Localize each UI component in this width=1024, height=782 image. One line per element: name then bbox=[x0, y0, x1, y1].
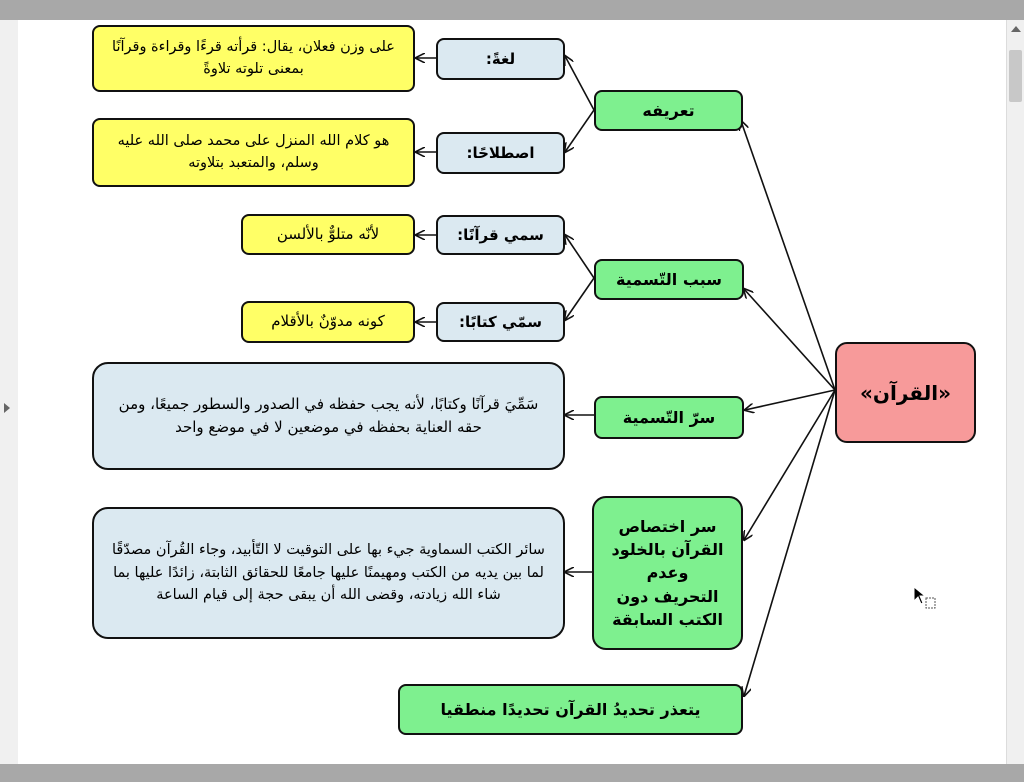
eternity-secret-label: سر اختصاص القرآن بالخلود وعدم التحريف دون الكتب السابقة bbox=[611, 517, 724, 629]
definition-difficulty-node bbox=[398, 684, 743, 735]
linguistic-label-node bbox=[436, 38, 565, 80]
link-root-naming-reason bbox=[744, 289, 835, 390]
technical-label-node bbox=[436, 132, 565, 174]
naming-secret-detail-node bbox=[92, 362, 565, 470]
naming-secret-node bbox=[594, 396, 744, 439]
root-label: «القرآن» bbox=[860, 380, 951, 405]
technical-label: اصطلاحًا: bbox=[466, 144, 535, 162]
eternity-secret-node bbox=[592, 496, 743, 650]
naming-reason-node bbox=[594, 259, 744, 300]
quran-name-label-node bbox=[436, 215, 565, 255]
quran-name-detail-node bbox=[241, 214, 415, 255]
definition-node bbox=[594, 90, 743, 131]
link-reason-kitab bbox=[565, 278, 594, 320]
link-definition-linguistic bbox=[565, 56, 594, 110]
link-reason-quran bbox=[565, 235, 594, 278]
kitab-name-detail: كونه مدوّنٌ بالأقلام bbox=[271, 312, 385, 331]
link-root-naming-secret bbox=[745, 390, 835, 410]
linguistic-detail-text: على وزن فعلان، يقال: قرأته قرءًا وقراءة وقرآنًا بمعنى تلوته تلاوةً bbox=[112, 39, 395, 77]
naming-secret-label: سرّ التّسمية bbox=[622, 408, 716, 427]
technical-detail-node bbox=[92, 118, 415, 187]
eternity-secret-detail: سائر الكتب السماوية جيء بها على التوقيت لا التّأبيد، وجاء القُرآن مصدّقًا لما بين يديه من الكتب ومهيمنًا عليها جامعًا للحقائق الثابتة، زائدًا عليها بما شاء الله زيادته، وقضى الله أن يبقى حجة إلى قيام الساعة bbox=[112, 542, 545, 604]
linguistic-detail-node bbox=[92, 25, 415, 92]
link-root-difficulty bbox=[744, 390, 835, 696]
quran-name-label: سمي قرآنًا: bbox=[457, 226, 544, 244]
eternity-secret-detail-node bbox=[92, 507, 565, 639]
kitab-name-label: سمّي كتابًا: bbox=[459, 313, 542, 331]
definition-label: تعريفه bbox=[642, 101, 695, 120]
naming-secret-detail: سَمِّيَ قرآنًا وكتابًا، لأنه يجب حفظه في الصدور والسطور جميعًا، ومن حقه العناية بحفظه في موضعين لا في موضع واحد bbox=[118, 394, 539, 436]
kitab-name-detail-node bbox=[241, 301, 415, 343]
technical-detail-text: هو كلام الله المنزل على محمد صلى الله عليه وسلم، والمتعبد بتلاوته bbox=[117, 133, 390, 171]
kitab-name-label-node bbox=[436, 302, 565, 342]
link-definition-technical bbox=[565, 110, 594, 152]
linguistic-label: لغةً: bbox=[485, 50, 516, 68]
definition-difficulty-label: يتعذر تحديدُ القرآن تحديدًا منطقيا bbox=[440, 700, 701, 719]
quran-name-detail: لأنّه متلوٌّ بالألسن bbox=[276, 224, 380, 243]
mouse-cursor-icon bbox=[913, 586, 939, 612]
link-root-definition bbox=[741, 121, 835, 390]
naming-reason-label: سبب التّسمية bbox=[615, 270, 723, 289]
root-node bbox=[835, 342, 976, 443]
link-root-eternity bbox=[744, 390, 835, 540]
